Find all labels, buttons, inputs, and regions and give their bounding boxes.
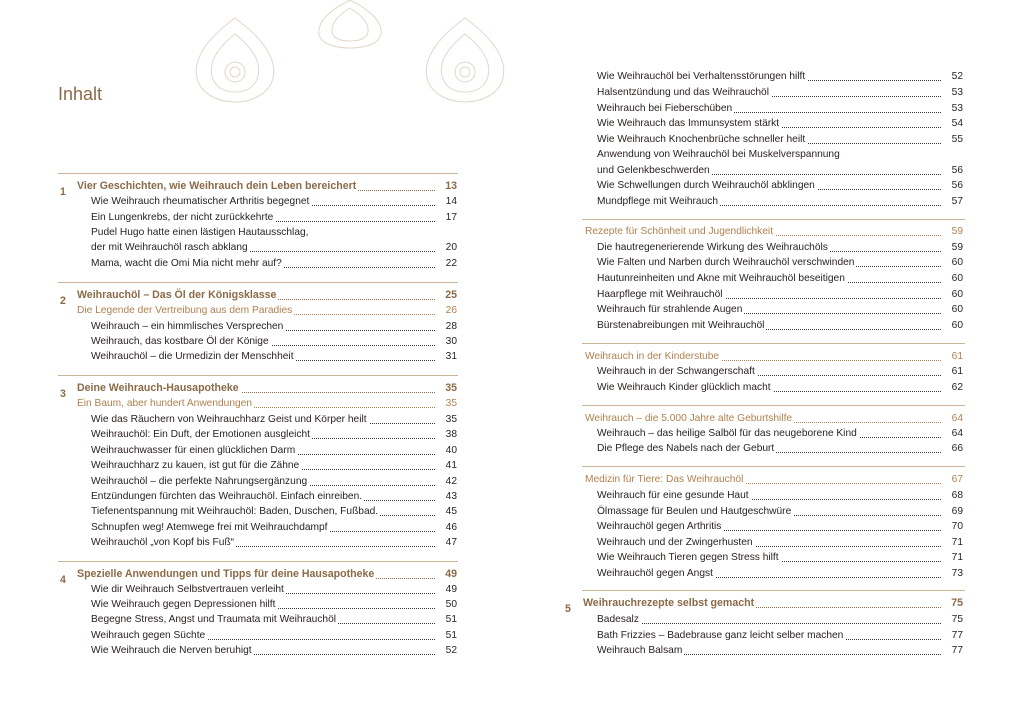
page-number: 52: [951, 71, 963, 82]
toc-entry-title: Entzündungen fürchten das Weihrauchöl. Einfach einreiben.: [91, 491, 363, 502]
page-number: 53: [951, 103, 963, 114]
page-number: 64: [951, 413, 963, 424]
toc-entry[interactable]: [597, 612, 963, 627]
toc-chapter[interactable]: [77, 567, 457, 582]
toc-entry[interactable]: [91, 319, 457, 334]
toc-entry[interactable]: [597, 271, 963, 286]
toc-entry[interactable]: [91, 194, 457, 209]
page-number: 35: [445, 382, 457, 394]
toc-entry[interactable]: [597, 566, 963, 581]
toc-section[interactable]: [77, 303, 457, 318]
page-number: 46: [445, 522, 457, 533]
page-number: 60: [951, 304, 963, 315]
toc-entry[interactable]: [597, 287, 963, 302]
toc-section[interactable]: [585, 472, 963, 487]
toc-entry[interactable]: [597, 535, 963, 550]
toc-entry[interactable]: [91, 240, 457, 255]
toc-entry[interactable]: [91, 520, 457, 535]
page-number: 51: [445, 614, 457, 625]
toc-entry-title: Wie Weihrauch Knochenbrüche schneller heilt: [597, 134, 806, 145]
toc-entry-title: Weihrauchöl „von Kopf bis Fuß“: [91, 537, 235, 548]
toc-entry[interactable]: [91, 628, 457, 643]
toc-entry-title: Weihrauchöl – die perfekte Nahrungsergänzung: [91, 476, 308, 487]
page-number: 54: [951, 118, 963, 129]
toc-entry[interactable]: [597, 255, 963, 270]
toc-entry-title: Wie Weihrauch Kinder glücklich macht: [597, 382, 771, 393]
toc-entry-title: Bath Frizzies – Badebrause ganz leicht selber machen: [597, 630, 844, 641]
page-number: 62: [951, 382, 963, 393]
toc-entry[interactable]: [91, 427, 457, 442]
page-number: 61: [951, 351, 963, 362]
toc-entry[interactable]: [597, 504, 963, 519]
page-number: 59: [951, 242, 963, 253]
toc-entry-title: Weihrauch gegen Süchte: [91, 630, 206, 641]
page-number: 77: [951, 630, 963, 641]
toc-entry[interactable]: [91, 349, 457, 364]
page-number: 56: [951, 180, 963, 191]
page-number: 26: [445, 305, 457, 316]
page-number: 47: [445, 537, 457, 548]
toc-entry[interactable]: [91, 504, 457, 519]
toc-entry[interactable]: [91, 612, 457, 627]
toc-entry[interactable]: [91, 256, 457, 271]
toc-entry-title: Weihrauchöl – Das Öl der Königsklasse: [77, 289, 277, 301]
toc-entry-title: Die hautregenerierende Wirkung des Weihrauchöls: [597, 242, 828, 253]
page-number: 68: [951, 490, 963, 501]
toc-entry[interactable]: [91, 597, 457, 612]
toc-entry-title: Wie Weihrauch rheumatischer Arthritis begegnet: [91, 196, 310, 207]
toc-entry-title: und Gelenkbeschwerden: [597, 165, 710, 176]
page-number: 70: [951, 521, 963, 532]
toc-entry-title: Schnupfen weg! Atemwege frei mit Weihrauchdampf: [91, 522, 328, 533]
page-number: 71: [951, 537, 963, 548]
section-divider: [58, 561, 458, 562]
toc-entry-title: Medizin für Tiere: Das Weihrauchöl: [585, 474, 744, 485]
chapter-number: 5: [565, 603, 571, 615]
toc-entry[interactable]: [597, 178, 963, 193]
toc-entry-title: Weihrauch – ein himmlisches Versprechen: [91, 321, 284, 332]
toc-entry-title: Wie Schwellungen durch Weihrauchöl abklingen: [597, 180, 815, 191]
toc-entry[interactable]: [91, 412, 457, 427]
toc-entry-title: Ölmassage für Beulen und Hautgeschwüre: [597, 506, 792, 517]
toc-section[interactable]: [585, 224, 963, 239]
toc-entry[interactable]: [597, 519, 963, 534]
toc-entry-title: Weihrauchwasser für einen glücklichen Darm: [91, 445, 296, 456]
page-number: 50: [445, 599, 457, 610]
toc-entry[interactable]: [597, 550, 963, 565]
page-number: 60: [951, 289, 963, 300]
page-number: 69: [951, 506, 963, 517]
toc-entry-title: Mama, wacht die Omi Mia nicht mehr auf?: [91, 258, 282, 269]
toc-entry-title: Ein Baum, aber hundert Anwendungen: [77, 398, 253, 409]
toc-entry[interactable]: [597, 116, 963, 131]
toc-entry-title: Deine Weihrauch-Hausapotheke: [77, 382, 239, 394]
toc-entry-title: Wie das Räuchern von Weihrauchharz Geist und Körper heilt: [91, 414, 367, 425]
toc-chapter[interactable]: [77, 179, 457, 194]
toc-chapter[interactable]: [583, 596, 963, 611]
page-number: 40: [445, 445, 457, 456]
toc-entry[interactable]: [597, 441, 963, 456]
paisley-ornament: [195, 0, 505, 110]
toc-entry[interactable]: [597, 101, 963, 116]
toc-entry[interactable]: [597, 163, 963, 178]
page-number: 28: [445, 321, 457, 332]
page-number: 56: [951, 165, 963, 176]
page-number: 13: [445, 180, 457, 192]
toc-entry-title: Weihrauchharz zu kauen, ist gut für die Zähne: [91, 460, 300, 471]
page-number: 60: [951, 273, 963, 284]
toc-chapter[interactable]: [77, 288, 457, 303]
toc-entry[interactable]: [91, 334, 457, 349]
page-number: 55: [951, 134, 963, 145]
toc-section[interactable]: [77, 396, 457, 411]
page-number: 73: [951, 568, 963, 579]
toc-entry-title: Badesalz: [597, 614, 639, 625]
page-number: 17: [445, 212, 457, 223]
toc-entry-title: Weihrauch und der Zwingerhusten: [597, 537, 753, 548]
page-number: 66: [951, 443, 963, 454]
toc-entry-title: Wie Falten und Narben durch Weihrauchöl verschwinden: [597, 257, 855, 268]
toc-entry[interactable]: [597, 426, 963, 441]
page-number: 52: [445, 645, 457, 656]
toc-entry-title: Weihrauchöl gegen Arthritis: [597, 521, 722, 532]
toc-entry-title: Weihrauchöl gegen Angst: [597, 568, 713, 579]
page-number: 60: [951, 320, 963, 331]
toc-entry[interactable]: [597, 628, 963, 643]
toc-entry-title: Wie Weihrauch Tieren gegen Stress hilft: [597, 552, 779, 563]
page-number: 41: [445, 460, 457, 471]
toc-entry-title: Die Pflege des Nabels nach der Geburt: [597, 443, 775, 454]
toc-entry-title: Weihrauch – das heilige Salböl für das neugeborene Kind: [597, 428, 857, 439]
toc-entry-line: Pudel Hugo hatte einen lästigen Hautausschlag,: [91, 227, 309, 238]
toc-entry-title: Weihrauch in der Kinderstube: [585, 351, 720, 362]
toc-entry[interactable]: [597, 240, 963, 255]
toc-entry-title: Vier Geschichten, wie Weihrauch dein Leben bereichert: [77, 180, 357, 192]
page-number: 42: [445, 476, 457, 487]
toc-entry-title: Wie Weihrauch die Nerven beruhigt: [91, 645, 252, 656]
toc-chapter[interactable]: [77, 381, 457, 396]
section-divider: [58, 282, 458, 283]
toc-entry-title: Weihrauch, das kostbare Öl der Könige: [91, 336, 269, 347]
toc-entry-title: Weihrauch für eine gesunde Haut: [597, 490, 749, 501]
toc-section[interactable]: [585, 349, 963, 364]
toc-entry-title: Weihrauchöl: Ein Duft, der Emotionen ausgleicht: [91, 429, 310, 440]
page-number: 64: [951, 428, 963, 439]
leader-dots: [597, 623, 941, 624]
toc-entry-title: Wie dir Weihrauch Selbstvertrauen verleiht: [91, 584, 284, 595]
toc-entry[interactable]: [597, 380, 963, 395]
toc-entry-title: Weihrauch Balsam: [597, 645, 683, 656]
toc-entry-title: Bürstenabreibungen mit Weihrauchöl: [597, 320, 765, 331]
page-title: Inhalt: [58, 84, 103, 104]
page-number: 67: [951, 474, 963, 485]
section-divider: [58, 375, 458, 376]
toc-entry-title: der mit Weihrauchöl rasch abklang: [91, 242, 248, 253]
page-number: 77: [951, 645, 963, 656]
toc-entry[interactable]: [597, 132, 963, 147]
toc-section[interactable]: [585, 411, 963, 426]
page-number: 49: [445, 584, 457, 595]
toc-entry-title: Weihrauch bei Fieberschüben: [597, 103, 733, 114]
toc-entry-title: Wie Weihrauch das Immunsystem stärkt: [597, 118, 780, 129]
page-number: 45: [445, 506, 457, 517]
toc-entry[interactable]: [91, 489, 457, 504]
toc-entry-title: Weihrauchöl – die Urmedizin der Menschheit: [91, 351, 294, 362]
toc-entry[interactable]: [597, 302, 963, 317]
toc-entry-title: Weihrauch in der Schwangerschaft: [597, 366, 755, 377]
section-divider: [582, 343, 965, 344]
page-number: 14: [445, 196, 457, 207]
toc-entry-title: Begegne Stress, Angst und Traumata mit Weihrauchöl: [91, 614, 337, 625]
toc-entry-title: Wie Weihrauch gegen Depressionen hilft: [91, 599, 276, 610]
toc-entry[interactable]: [597, 364, 963, 379]
toc-entry-title: Hautunreinheiten und Akne mit Weihrauchöl beseitigen: [597, 273, 845, 284]
page-number: 35: [445, 398, 457, 409]
page-number: 75: [951, 597, 963, 609]
toc-entry-title: Rezepte für Schönheit und Jugendlichkeit: [585, 226, 774, 237]
toc-entry[interactable]: [91, 443, 457, 458]
toc-entry-title: Weihrauch – die 5.000 Jahre alte Geburtshilfe: [585, 413, 793, 424]
toc-entry-title: Tiefenentspannung mit Weihrauchöl: Baden, Duschen, Fußbad.: [91, 506, 379, 517]
page-number: 22: [445, 258, 457, 269]
page-number: 53: [951, 87, 963, 98]
toc-entry-title: Halsentzündung und das Weihrauchöl: [597, 87, 769, 98]
toc-entry-title: Weihrauchrezepte selbst gemacht: [583, 597, 755, 609]
page-number: 71: [951, 552, 963, 563]
page-number: 51: [445, 630, 457, 641]
page-number: 75: [951, 614, 963, 625]
toc-entry[interactable]: [91, 535, 457, 550]
chapter-number: 3: [60, 388, 66, 400]
toc-entry[interactable]: [91, 643, 457, 658]
chapter-number: 1: [60, 186, 66, 198]
chapter-number: 2: [60, 295, 66, 307]
page-number: 57: [951, 196, 963, 207]
toc-entry[interactable]: [91, 458, 457, 473]
page-number: 38: [445, 429, 457, 440]
toc-entry-title: Spezielle Anwendungen und Tipps für deine Hausapotheke: [77, 568, 375, 580]
page-number: 35: [445, 414, 457, 425]
page-number: 25: [445, 289, 457, 301]
page-number: 60: [951, 257, 963, 268]
toc-entry-line: Anwendung von Weihrauchöl bei Muskelverspannung: [597, 149, 840, 160]
toc-entry-title: Ein Lungenkrebs, der nicht zurückkehrte: [91, 212, 274, 223]
section-divider: [582, 219, 965, 220]
toc-entry[interactable]: [597, 85, 963, 100]
page-number: 20: [445, 242, 457, 253]
toc-entry[interactable]: [597, 194, 963, 209]
toc-entry[interactable]: [597, 318, 963, 333]
section-divider: [582, 405, 965, 406]
toc-entry[interactable]: [597, 643, 963, 658]
page-number: 31: [445, 351, 457, 362]
page-number: 59: [951, 226, 963, 237]
page-number: 43: [445, 491, 457, 502]
section-divider: [58, 173, 458, 174]
toc-entry[interactable]: [91, 210, 457, 225]
toc-entry[interactable]: [91, 474, 457, 489]
section-divider: [582, 590, 965, 591]
toc-entry-title: Weihrauch für strahlende Augen: [597, 304, 743, 315]
chapter-number: 4: [60, 574, 66, 586]
page-number: 49: [445, 568, 457, 580]
page-number: 30: [445, 336, 457, 347]
toc-entry-title: Wie Weihrauchöl bei Verhaltensstörungen hilft: [597, 71, 806, 82]
section-divider: [582, 466, 965, 467]
toc-entry-title: Mundpflege mit Weihrauch: [597, 196, 718, 207]
page-number: 61: [951, 366, 963, 377]
toc-entry-title: Die Legende der Vertreibung aus dem Paradies: [77, 305, 293, 316]
toc-entry[interactable]: [91, 582, 457, 597]
toc-entry-title: Haarpflege mit Weihrauchöl: [597, 289, 723, 300]
toc-entry[interactable]: [597, 69, 963, 84]
toc-entry[interactable]: [597, 488, 963, 503]
